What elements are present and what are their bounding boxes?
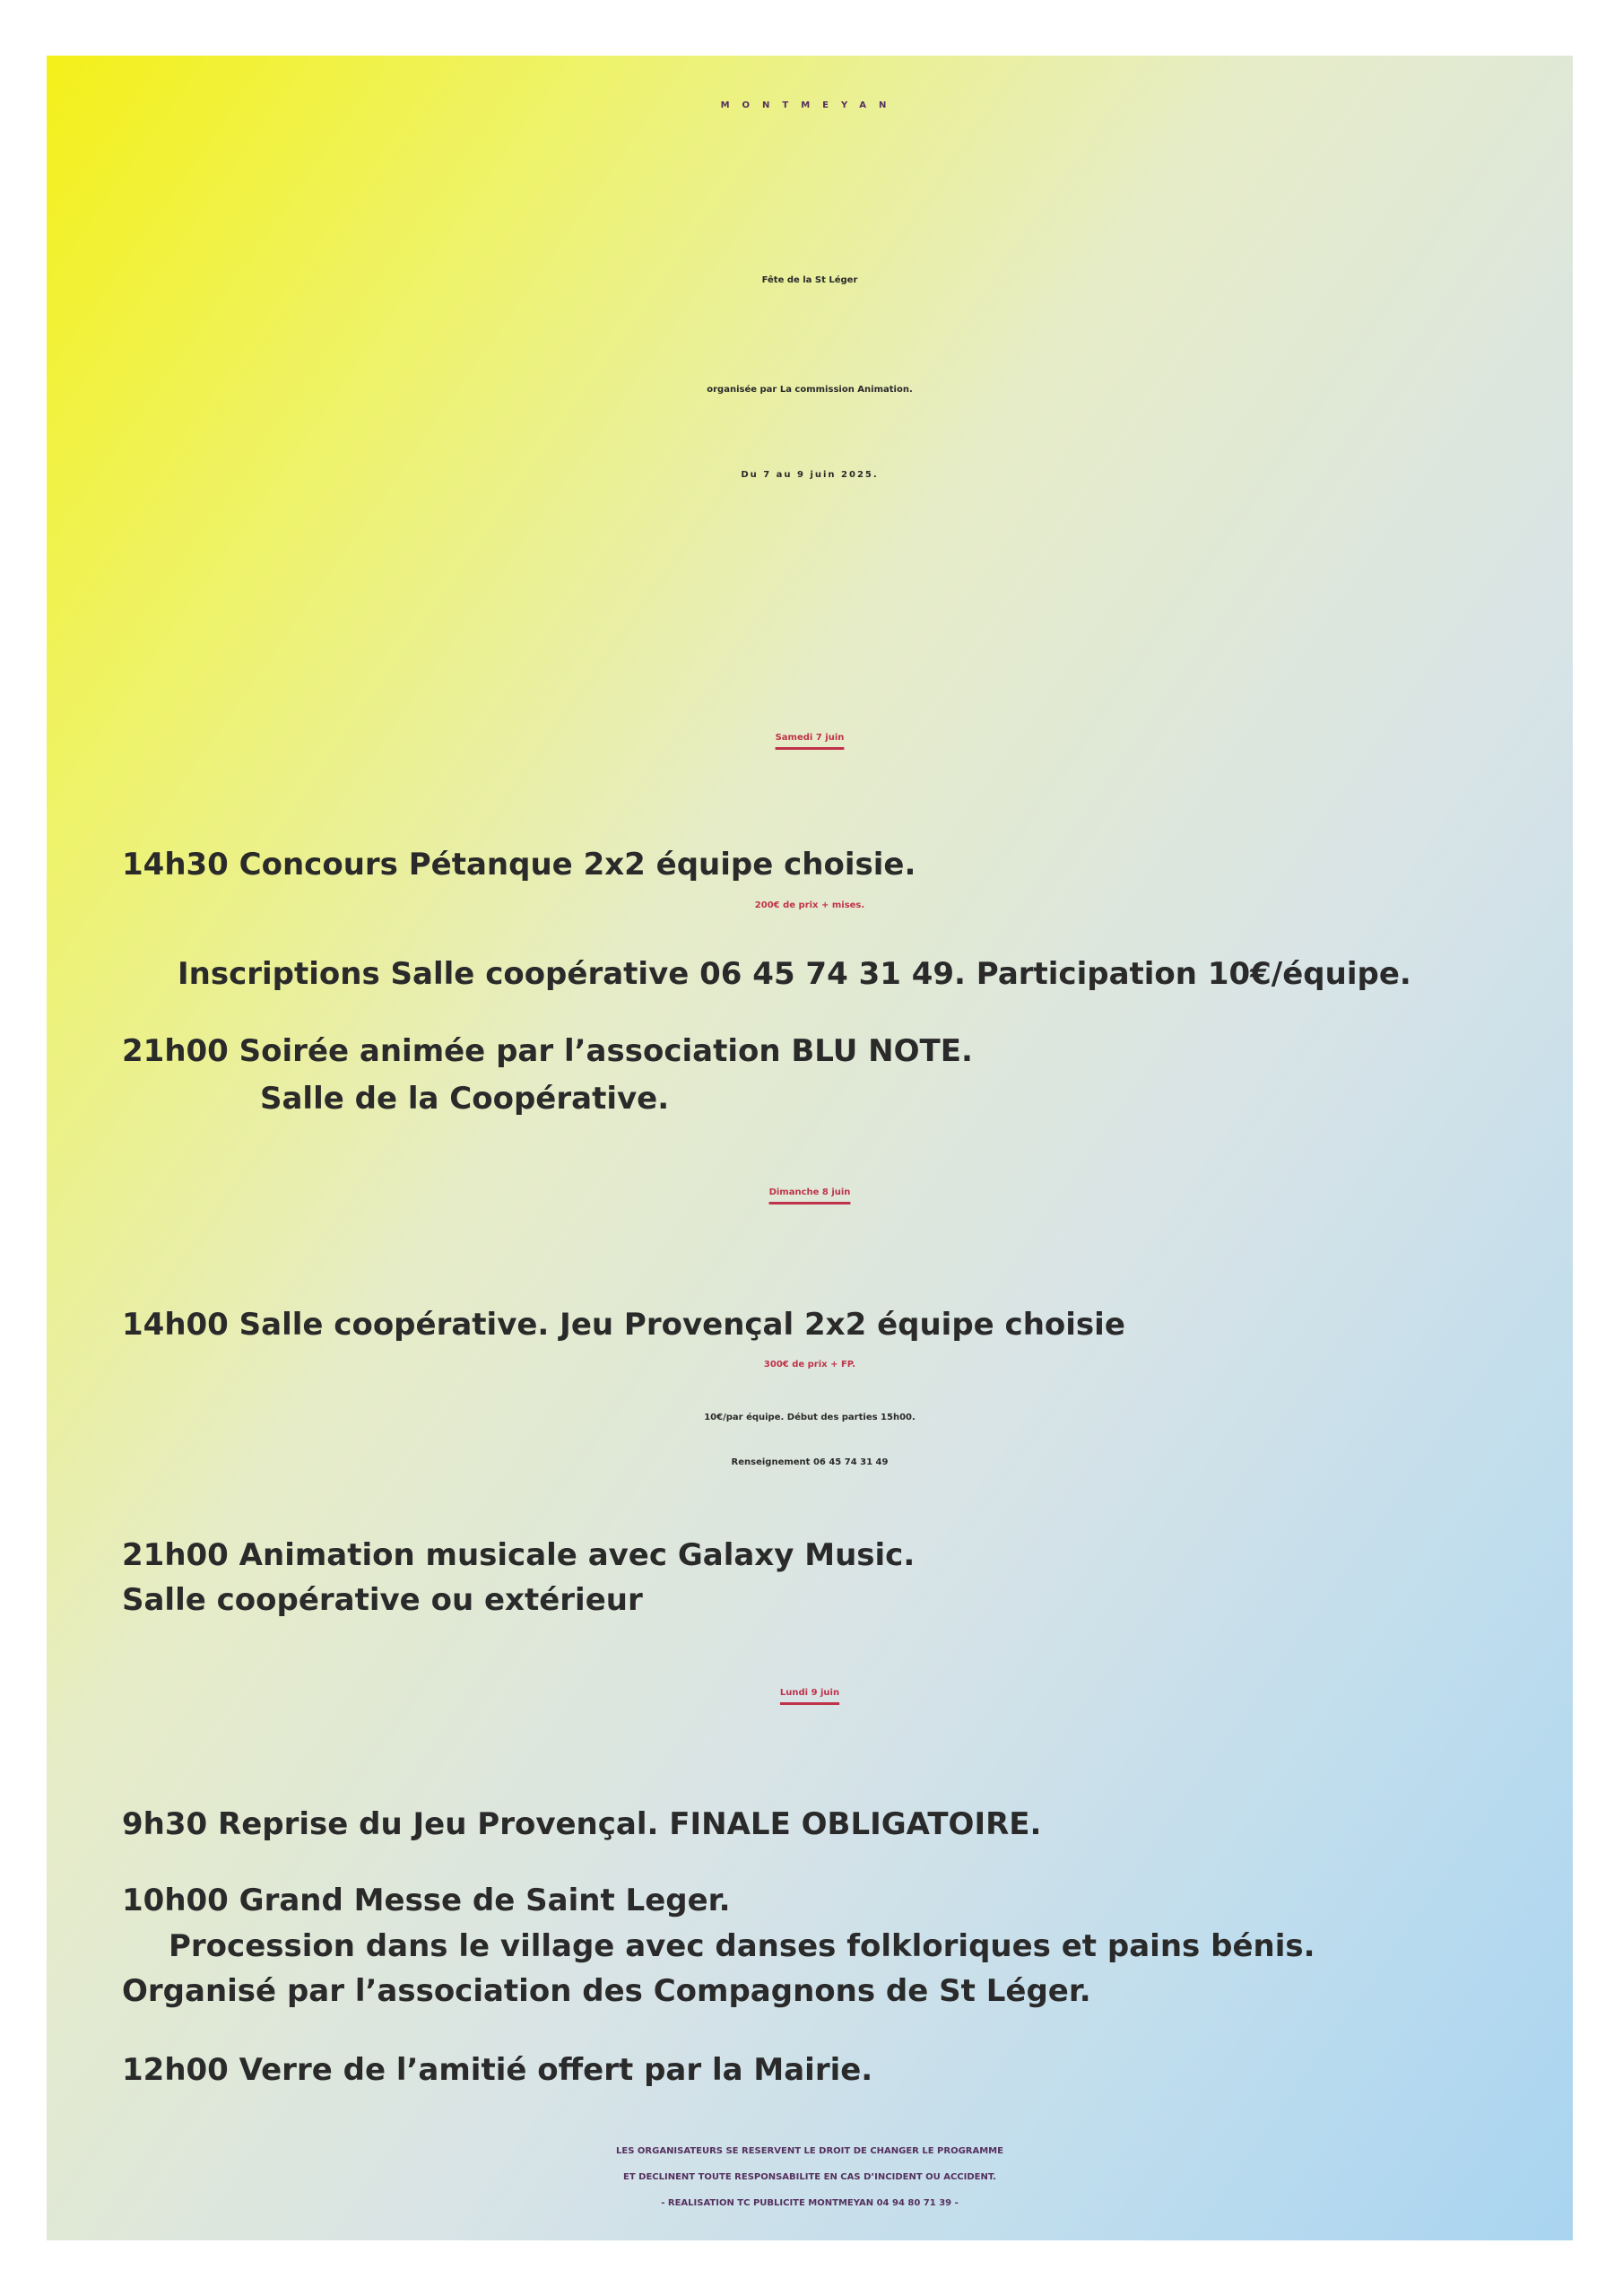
sunday-info-line: Renseignement 06 45 74 31 49 [731,1457,889,1467]
monday-mass-line: 10h00 Grand Messe de Saint Leger. [122,1883,731,1918]
sunday-heading: Dimanche 8 juin [768,1187,851,1197]
monday-heading: Lundi 9 juin [779,1688,840,1698]
sunday-fee-line: 10€/par équipe. Début des parties 15h00. [704,1413,916,1422]
monday-procession-line: Procession dans le village avec danses folkloriques et pains bénis. [169,1928,1315,1964]
monday-aperitif-line: 12h00 Verre de l’amitié offert par la Mairie. [122,2052,873,2088]
monday-organizer-line: Organisé par l’association des Compagnons de St Léger. [122,1973,1091,2009]
poster [47,56,1573,2240]
event-title: Fête de la St Léger [761,275,858,285]
sunday-provencal-line: 14h00 Salle coopérative. Jeu Provençal 2x2 équipe choisie [122,1307,1125,1343]
saturday-petanque-line: 14h30 Concours Pétanque 2x2 équipe choisie. [122,847,916,883]
disclaimer [47,2138,1573,2216]
saturday-venue-line: Salle de la Coopérative. [260,1081,670,1117]
town-title: MONTMEYAN [720,100,899,110]
disclaimer-line-2: ET DECLINENT TOUTE RESPONSABILITE EN CAS D’INCIDENT OU ACCIDENT. [623,2172,996,2182]
saturday-evening-line: 21h00 Soirée animée par l’association BLU NOTE. [122,1033,973,1069]
saturday-registration-line: Inscriptions Salle coopérative 06 45 74 31 49. Participation 10€/équipe. [178,956,1411,992]
event-dates: Du 7 au 9 juin 2025. [741,470,879,480]
sunday-venue-line: Salle coopérative ou extérieur [122,1582,643,1618]
disclaimer-line-3: - REALISATION TC PUBLICITE MONTMEYAN 04 94 80 71 39 - [661,2198,959,2208]
saturday-prize: 200€ de prix + mises. [754,900,865,910]
disclaimer-line-1: LES ORGANISATEURS SE RESERVENT LE DROIT DE CHANGER LE PROGRAMME [616,2146,1003,2156]
organizer-line: organisée par La commission Animation. [707,385,913,395]
sunday-prize: 300€ de prix + FP. [763,1360,856,1370]
sunday-music-line: 21h00 Animation musicale avec Galaxy Music. [122,1537,916,1573]
monday-final-line: 9h30 Reprise du Jeu Provençal. FINALE OBLIGATOIRE. [122,1806,1042,1842]
saturday-heading: Samedi 7 juin [775,733,845,743]
